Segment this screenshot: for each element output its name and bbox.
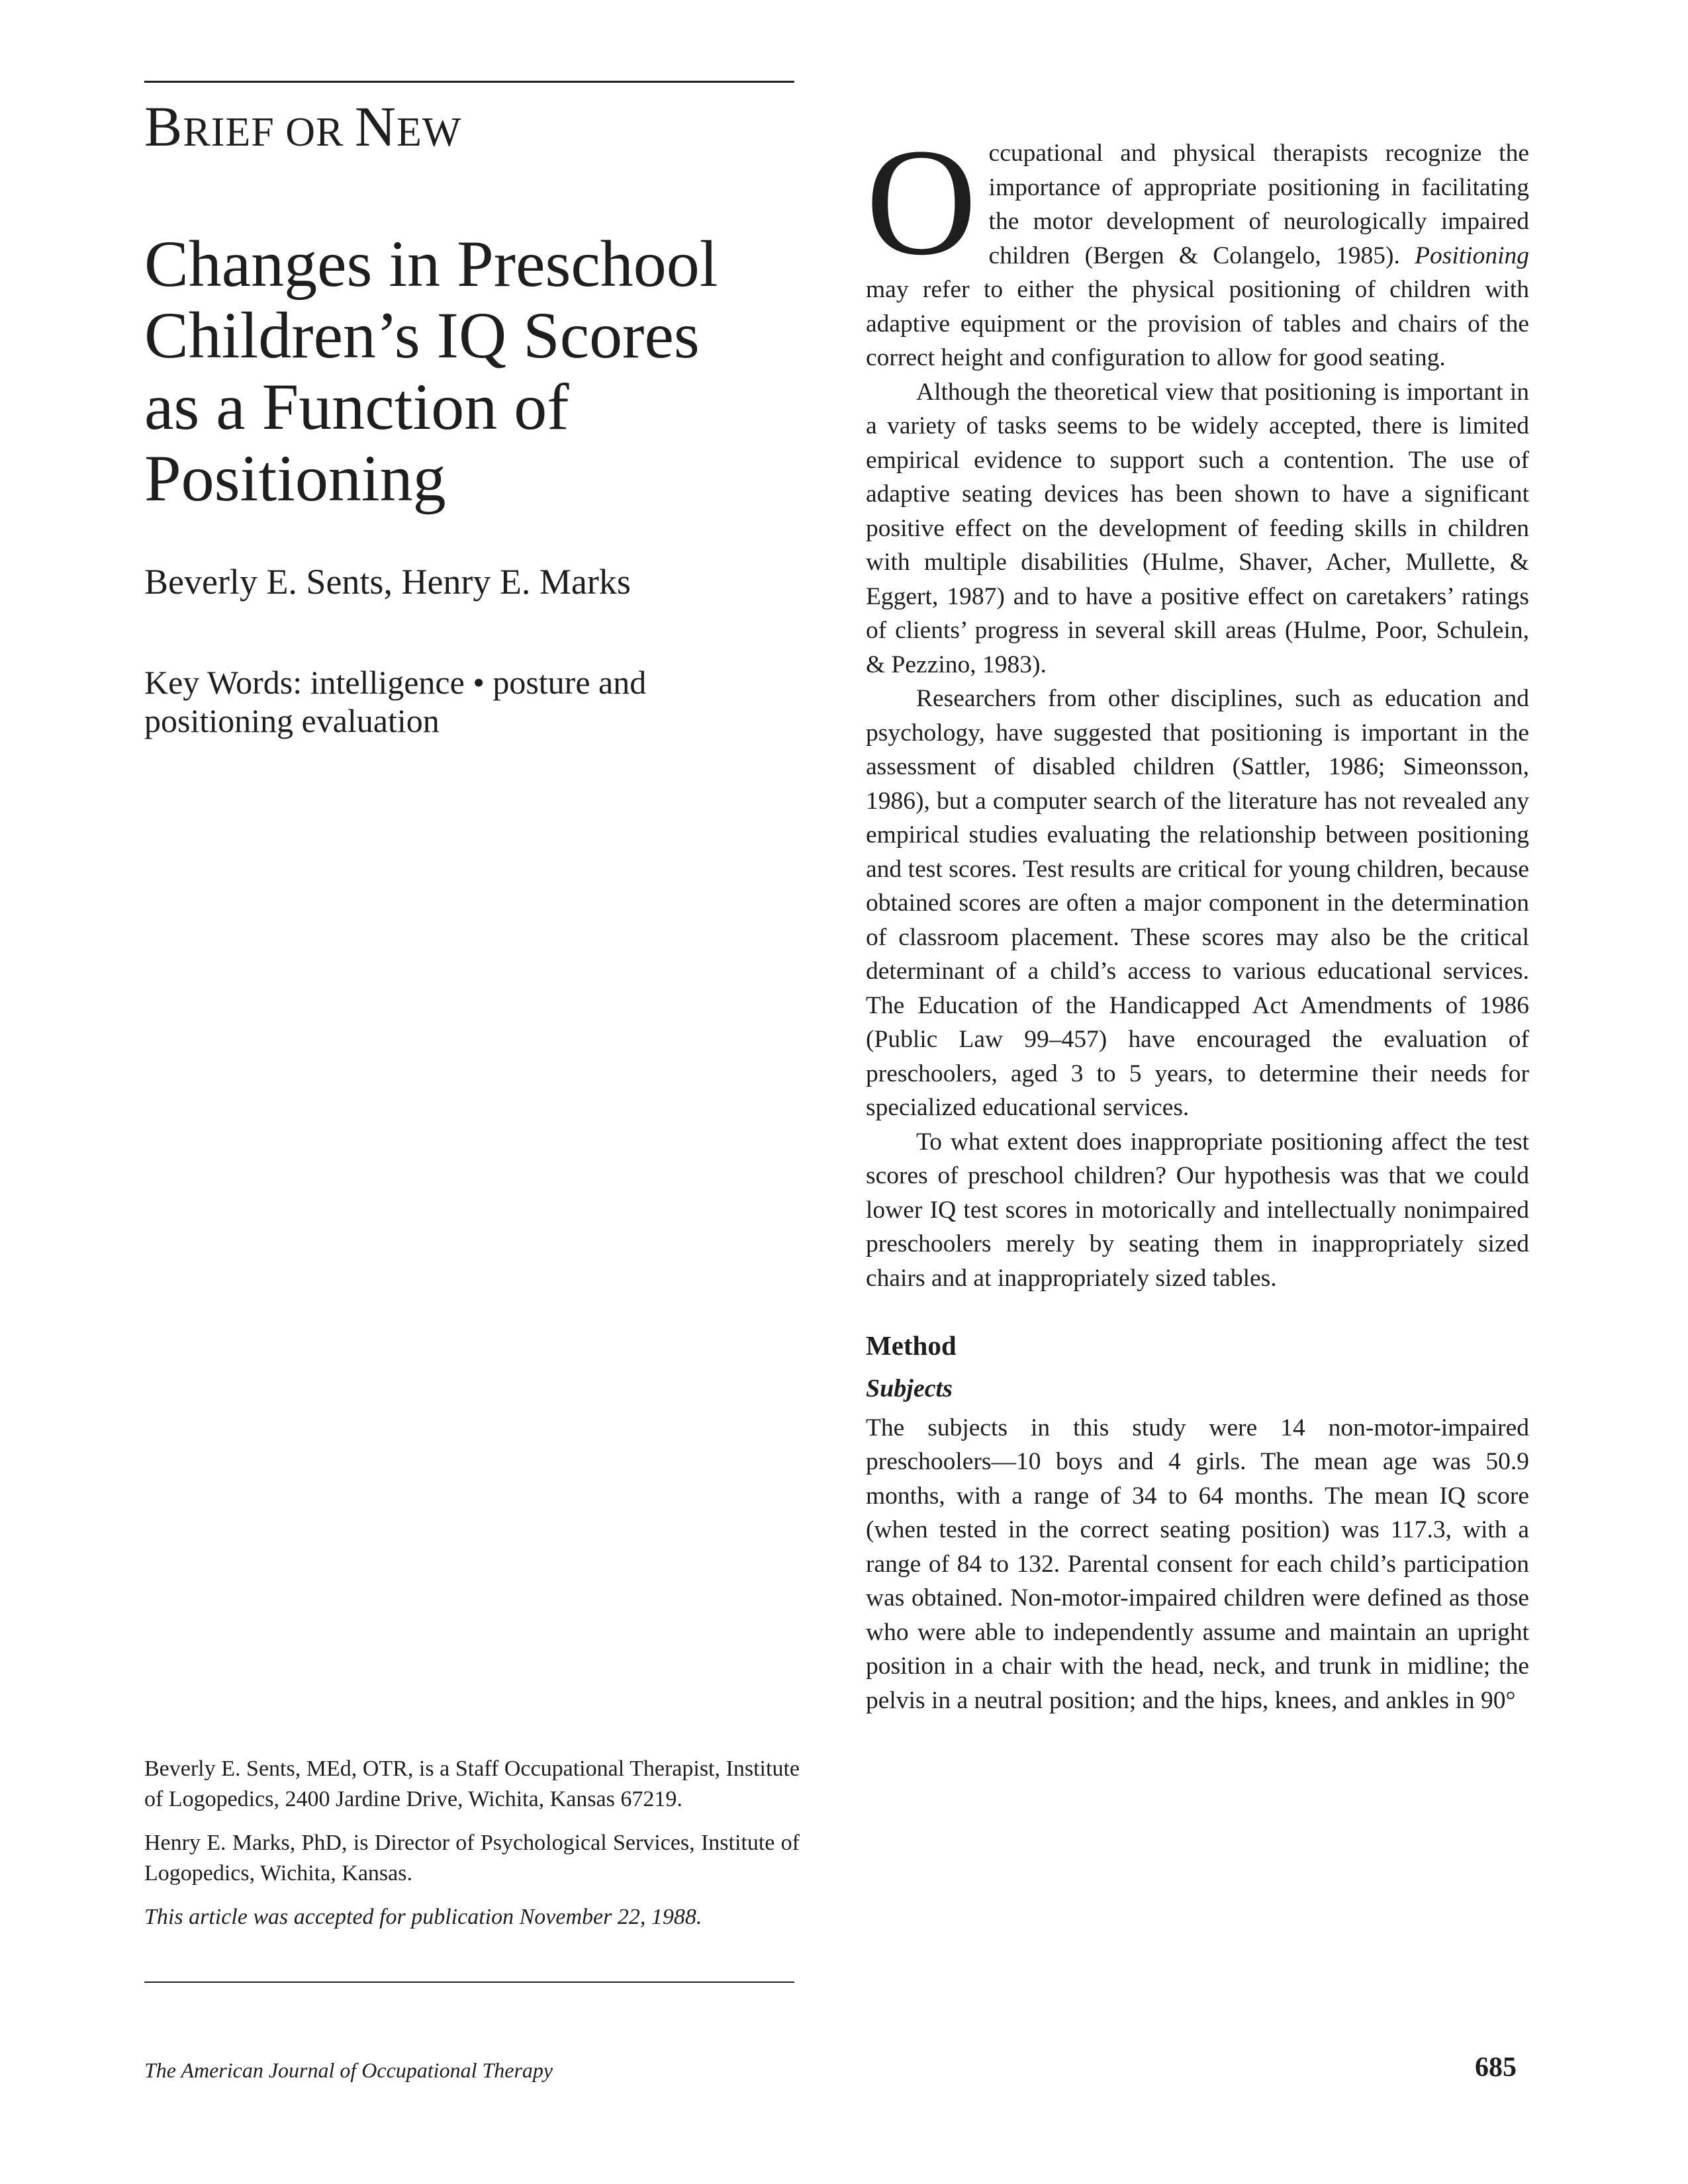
title-line: as a Function of xyxy=(144,370,569,443)
subjects-paragraph: The subjects in this study were 14 non-motor-impaired preschoolers—10 boys and 4 girls. The mean age was 50.9 months, with a range of 34 to 64 months. The mean IQ score (when tested in the correct seating position) was 117.3, with a range of 84 to 132. Parental consent for each child’s participation was obtained. Non-motor-impaired children were defined as those who were able to independently assume and maintain an upright position in a chair with the head, neck, and trunk in midline; the pelvis in a neutral position; and the hips, knees, and ankles in 90° xyxy=(866,1414,1529,1714)
article-title xyxy=(144,228,760,514)
page-number: 685 xyxy=(1475,2052,1517,2083)
title-line: Changes in Preschool xyxy=(144,227,718,300)
key-words: Key Words: intelligence • posture and positioning evaluation xyxy=(144,664,647,739)
notes-bottom-rule xyxy=(144,1981,794,1983)
body-paragraph: To what extent does inappropriate positioning affect the test scores of preschool children? Our hypothesis was that we could lower IQ test scores in motorically and intellectually nonimpaired preschoolers merely by seating them in inappropriately sized chairs and at inappropriately sized tables. xyxy=(866,1128,1529,1292)
body-column xyxy=(866,117,1529,1717)
author-notes xyxy=(144,1754,800,1933)
journal-name: The American Journal of Occupational Therapy xyxy=(144,2058,553,2082)
body-paragraph: Researchers from other disciplines, such as education and psychology, have suggested that positioning is important in the assessment of disabled children (Sattler, 1986; Simeonsson, 1986), but a computer search of the literature has not revealed any empirical studies evaluating the relationship between positioning and test scores. Test results are critical for young children, because obtained scores are often a major component in the determination of classroom placement. These scores may also be the critical determinant of a child’s access to various educational services. The Education of the Handicapped Act Amendments of 1986 (Public Law 99–457) have encouraged the evaluation of preschoolers, aged 3 to 5 years, to determine their needs for specialized educational services. xyxy=(866,685,1529,1121)
subjects-heading: Subjects xyxy=(866,1375,953,1403)
title-line: Positioning xyxy=(144,441,446,515)
author-line: Beverly E. Sents, Henry E. Marks xyxy=(144,562,631,602)
drop-cap: O xyxy=(866,117,977,287)
method-heading: Method xyxy=(866,1330,957,1361)
section-heading: BRIEF OR NEW xyxy=(144,95,462,158)
intro-paragraph: Occupational and physical therapists recognize the importance of appropriate positioning in facilitating the motor development of neurologically impaired children (Bergen & Colangelo, 1985). Positioning may refer to either the physical positioning of children with adaptive equipment or the provision of tables and chairs of the correct height and configuration to allow for good seating. xyxy=(866,117,1529,371)
author-note-sents: Beverly E. Sents, MEd, OTR, is a Staff Occupational Therapist, Institute of Logopedics, 2400 Jardine Drive, Wichita, Kansas 67219. xyxy=(144,1756,800,1811)
title-line: Children’s IQ Scores xyxy=(144,298,700,372)
body-paragraph: Although the theoretical view that positioning is important in a variety of tasks seems to be widely accepted, there is limited empirical evidence to support such a contention. The use of adaptive seating devices has been shown to have a significant positive effect on the development of feeding skills in children with multiple disabilities (Hulme, Shaver, Acher, Mullette, & Eggert, 1987) and to have a positive effect on caretakers’ ratings of clients’ progress in several skill areas (Hulme, Poor, Schulein, & Pezzino, 1983). xyxy=(866,378,1529,678)
acceptance-note: This article was accepted for publication November 22, 1988. xyxy=(144,1905,702,1929)
author-note-marks: Henry E. Marks, PhD, is Director of Psychological Services, Institute of Logopedics, Wichita, Kansas. xyxy=(144,1831,800,1886)
top-rule xyxy=(144,81,794,83)
